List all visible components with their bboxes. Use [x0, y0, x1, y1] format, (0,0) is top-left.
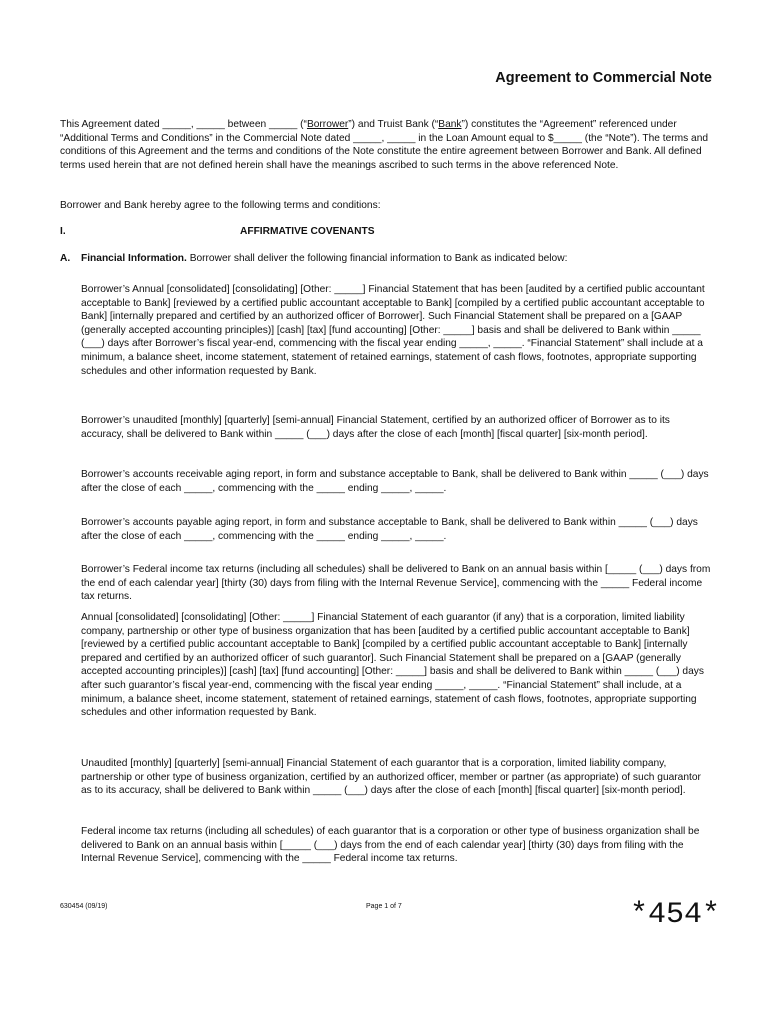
subsection-letter: A.: [60, 253, 71, 264]
subsection-text: Borrower shall deliver the following financial information to Bank as indicated below:: [186, 253, 568, 264]
borrower-defined-term: Borrower: [306, 119, 349, 130]
paragraph-payable-aging: Borrower’s accounts payable aging report, in form and substance acceptable to Bank, shall be delivered to Bank within _____ (___) days after the close of each _____, commencing with the _____ ending _____, _____.: [81, 517, 698, 542]
document-title: Agreement to Commercial Note: [495, 70, 712, 86]
paragraph-guarantor-tax-returns: Federal income tax returns (including all schedules) of each guarantor that is a corporation or other type of business organization shall be delivered to Bank on an annual basis within [_____ (___) days from the end of each calendar year] [thirty (30) days from filing with the Internal Revenue Service], commencing with the _____ Federal income tax returns.: [81, 826, 700, 865]
subsection-line: [81, 253, 713, 264]
intro-text-2: ”) and Truist Bank (“: [348, 119, 439, 130]
section-title: AFFIRMATIVE COVENANTS: [240, 226, 375, 237]
paragraph-annual-financial-statement: Borrower’s Annual [consolidated] [consolidating] [Other: _____] Financial Statement that has been [audited by a certified public accountant acceptable to Bank] [reviewed by a certified public accountant acceptable to Bank] [compiled by a certified public accountant acceptable to Bank] [internally prepared and certified by an authorized officer of Borrower]. Such Financial Statement shall be prepared on a [GAAP (generally accepted accounting principles)] [cash] [tax] [fund accounting] [Other: _____] basis and shall be delivered to Bank within _____ (___) days after Borrower’s fiscal year-end, commencing with the fiscal year ending _____, _____. “Financial Statement” shall include at a minimum, a balance sheet, income statement, statement of retained earnings, statement of cash flows, footnotes, appropriate supporting schedules and other information requested by Bank.: [81, 284, 705, 377]
intro-paragraph: [60, 118, 714, 172]
paragraph-guarantor-annual-statement: Annual [consolidated] [consolidating] [Other: _____] Financial Statement of each guarantor (if any) that is a corporation, limited liability company, partnership or other type of business organization that has been [audited by a certified public accountant acceptable to Bank] [reviewed by a certified public accountant acceptable to Bank] [compiled by a certified public accountant acceptable to Bank] [internally prepared and certified by an authorized officer of such guarantor]. Such Financial Statement shall be prepared on a [GAAP (generally accepted accounting principles)] [cash] [tax] [fund accounting] [Other: _____] basis and shall be delivered to Bank within _____ (___) days after such guarantor’s fiscal year-end, commencing with the fiscal year ending _____, _____. “Financial Statement” shall include, at a minimum, a balance sheet, income statement, statement of retained earnings, statement of cash flows, footnotes, appropriate supporting schedules and other information requested by Bank.: [81, 612, 704, 719]
agree-line: Borrower and Bank hereby agree to the following terms and conditions:: [60, 200, 381, 211]
paragraph-borrower-tax-returns: Borrower’s Federal income tax returns (including all schedules) shall be delivered to Bank on an annual basis within [_____ (___) days from the end of each calendar year] [thirty (30) days from filing with the Internal Revenue Service], commencing with the _____ Federal income tax returns.: [81, 564, 711, 603]
form-number: 630454 (09/19): [60, 903, 108, 910]
bank-defined-term: Bank: [438, 119, 462, 130]
document-stamp: *454*: [630, 898, 721, 932]
intro-text-3: ”) constitutes the “Agreement” referenced under “Additional Terms and Conditions” in the Commercial Note dated _____, _____ in the Loan Amount equal to $_____ (the “Note”). The terms and conditions of this Agreement and the terms and conditions of the Note constitute the entire agreement between Borrower and Bank. All defined terms used herein that are not defined herein shall have the meanings ascribed to such terms in the above referenced Note.: [60, 119, 709, 171]
intro-text-1: This Agreement dated _____, _____ between _____ (“: [60, 119, 307, 130]
section-number: I.: [60, 226, 66, 237]
paragraph-receivable-aging: Borrower’s accounts receivable aging report, in form and substance acceptable to Bank, shall be delivered to Bank within _____ (___) days after the close of each _____, commencing with the _____ ending _____, _____.: [81, 469, 709, 494]
paragraph-unaudited-financial-statement: Borrower’s unaudited [monthly] [quarterly] [semi-annual] Financial Statement, certified by an authorized officer of Borrower as to its accuracy, shall be delivered to Bank within _____ (___) days after the close of each [month] [fiscal quarter] [six-month period].: [81, 415, 670, 440]
page-number: Page 1 of 7: [366, 903, 402, 910]
subsection-heading: Financial Information.: [81, 253, 187, 264]
paragraph-guarantor-unaudited-statement: Unaudited [monthly] [quarterly] [semi-annual] Financial Statement of each guarantor that is a corporation, limited liability company, partnership or other type of business organization, certified by an authorized officer, member or partner (as appropriate) of such guarantor as to its accuracy, shall be delivered to Bank within _____ (___) days after the close of each [month] [fiscal quarter] [six-month period].: [81, 758, 701, 797]
